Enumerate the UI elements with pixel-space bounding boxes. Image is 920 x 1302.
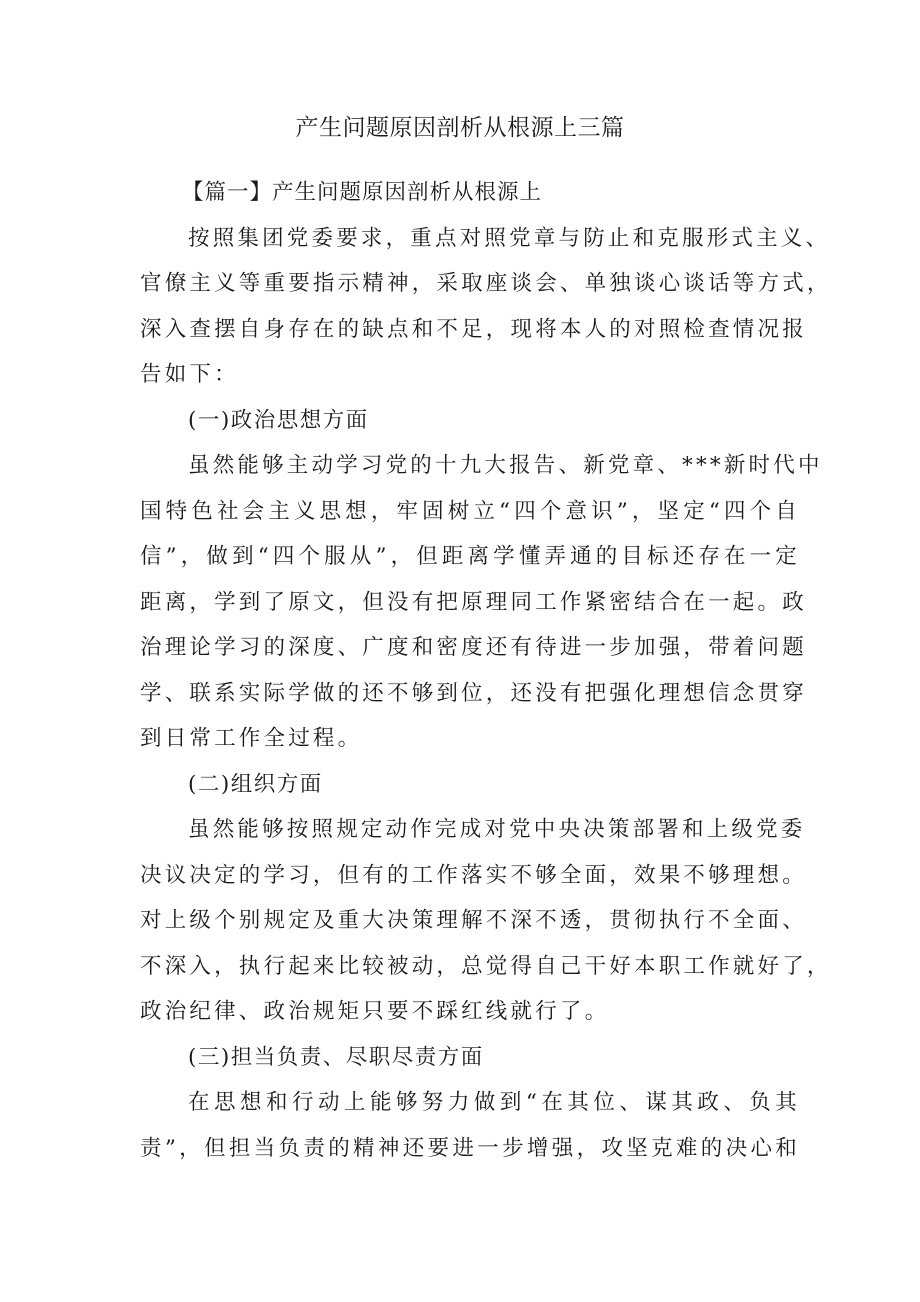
text-line: 按照集团党委要求，重点对照党章与防止和克服形式主义、 [188, 225, 831, 251]
text-line: 对上级个别规定及重大决策理解不深不透，贯彻执行不全面、 [140, 908, 807, 933]
section-heading: (二)组织方面 [188, 771, 323, 797]
text-line: 距离，学到了原文，但没有把原理同工作紧密结合在一起。政 [140, 589, 807, 615]
text-line: 治理论学习的深度、广度和密度还有待进一步加强，带着问题 [140, 635, 807, 660]
section-heading: (三)担当负责、尽职尽责方面 [188, 1044, 484, 1070]
section-heading: (一)政治思想方面 [188, 407, 369, 433]
text-line: 告如下： [140, 362, 239, 387]
text-line: 政治纪律、政治规矩只要不踩红线就行了。 [140, 999, 610, 1024]
text-line: 到日常工作全过程。 [140, 726, 363, 751]
paragraph-lines [140, 216, 832, 1172]
text-line: 官僚主义等重要指示精神，采取座谈会、单独谈心谈话等方式， [140, 271, 832, 296]
text-line: 深入查摆自身存在的缺点和不足，现将本人的对照检查情况报 [140, 316, 807, 342]
text-line: 在思想和行动上能够努力做到“在其位、谋其政、负其 [188, 1090, 800, 1115]
text-line: 学、联系实际学做的还不够到位，还没有把强化理想信念贯穿 [140, 680, 807, 706]
text-line: 责”，但担当负责的精神还要进一步增强，攻坚克难的决心和 [140, 1135, 800, 1161]
text-line: 国特色社会主义思想，牢固树立“四个意识”，坚定“四个自 [140, 498, 800, 524]
text-line: 不深入，执行起来比较被动，总觉得自己干好本职工作就好了， [140, 953, 832, 979]
document-body [140, 170, 832, 1171]
text-line: 信”，做到“四个服从”，但距离学懂弄通的目标还存在一定 [140, 544, 800, 569]
text-line: 决议决定的学习，但有的工作落实不够全面，效果不够理想。 [140, 862, 807, 888]
text-line: 虽然能够主动学习党的十九大报告、新党章、***新时代中 [188, 453, 823, 478]
chapter-heading: 【篇一】产生问题原因剖析从根源上 [182, 180, 543, 205]
text-line: 虽然能够按照规定动作完成对党中央决策部署和上级党委 [188, 817, 806, 842]
document-title: 产生问题原因剖析从根源上三篇 [295, 115, 625, 141]
